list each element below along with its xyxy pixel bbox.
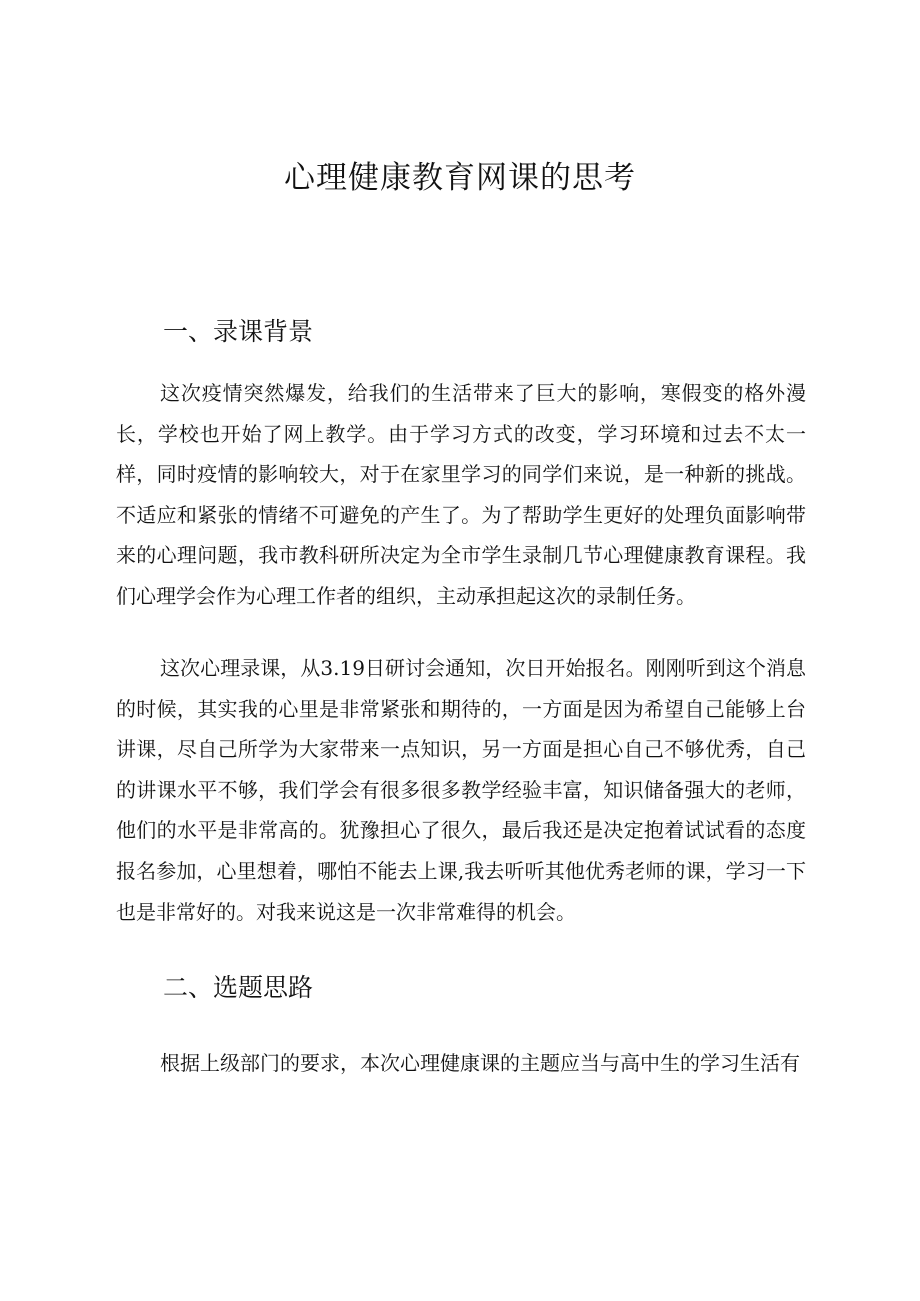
paragraph-background-2: 这次心理录课，从3.19日研讨会通知，次日开始报名。刚刚听到这个消息的时候，其实我的心里是非常紧张和期待的，一方面是因为希望自己能够上台讲课，尽自己所学为大家带来一点知识，另一方面是担心自己不够优秀，自己的讲课水平不够，我们学会有很多很多教学经验丰富，知识储备强大的老师，他们的水平是非常高的。犹豫担心了很久，最后我还是决定抱着试试看的态度报名参加，心里想着，哪怕不能去上课,我去听听其他优秀老师的课，学习一下也是非常好的。对我来说这是一次非常难得的机会。 (116, 656, 806, 924)
section-heading-background: 一、录课背景 (163, 317, 314, 346)
paragraph-background-1: 这次疫情突然爆发，给我们的生活带来了巨大的影响，寒假变的格外漫长，学校也开始了网上教学。由于学习方式的改变，学习环境和过去不太一样，同时疫情的影响较大，对于在家里学习的同学们来说，是一种新的挑战。不适应和紧张的情绪不可避免的产生了。为了帮助学生更好的处理负面影响带来的心理问题，我市教科研所决定为全市学生录制几节心理健康教育课程。我们心理学会作为心理工作者的组织，主动承担起这次的录制任务。 (116, 381, 806, 608)
paragraph-topic-1: 根据上级部门的要求，本次心理健康课的主题应当与高中生的学习生活有 (160, 1051, 800, 1075)
document-title: 心理健康教育网课的思考 (284, 160, 636, 196)
section-heading-topic: 二、选题思路 (163, 973, 314, 1002)
